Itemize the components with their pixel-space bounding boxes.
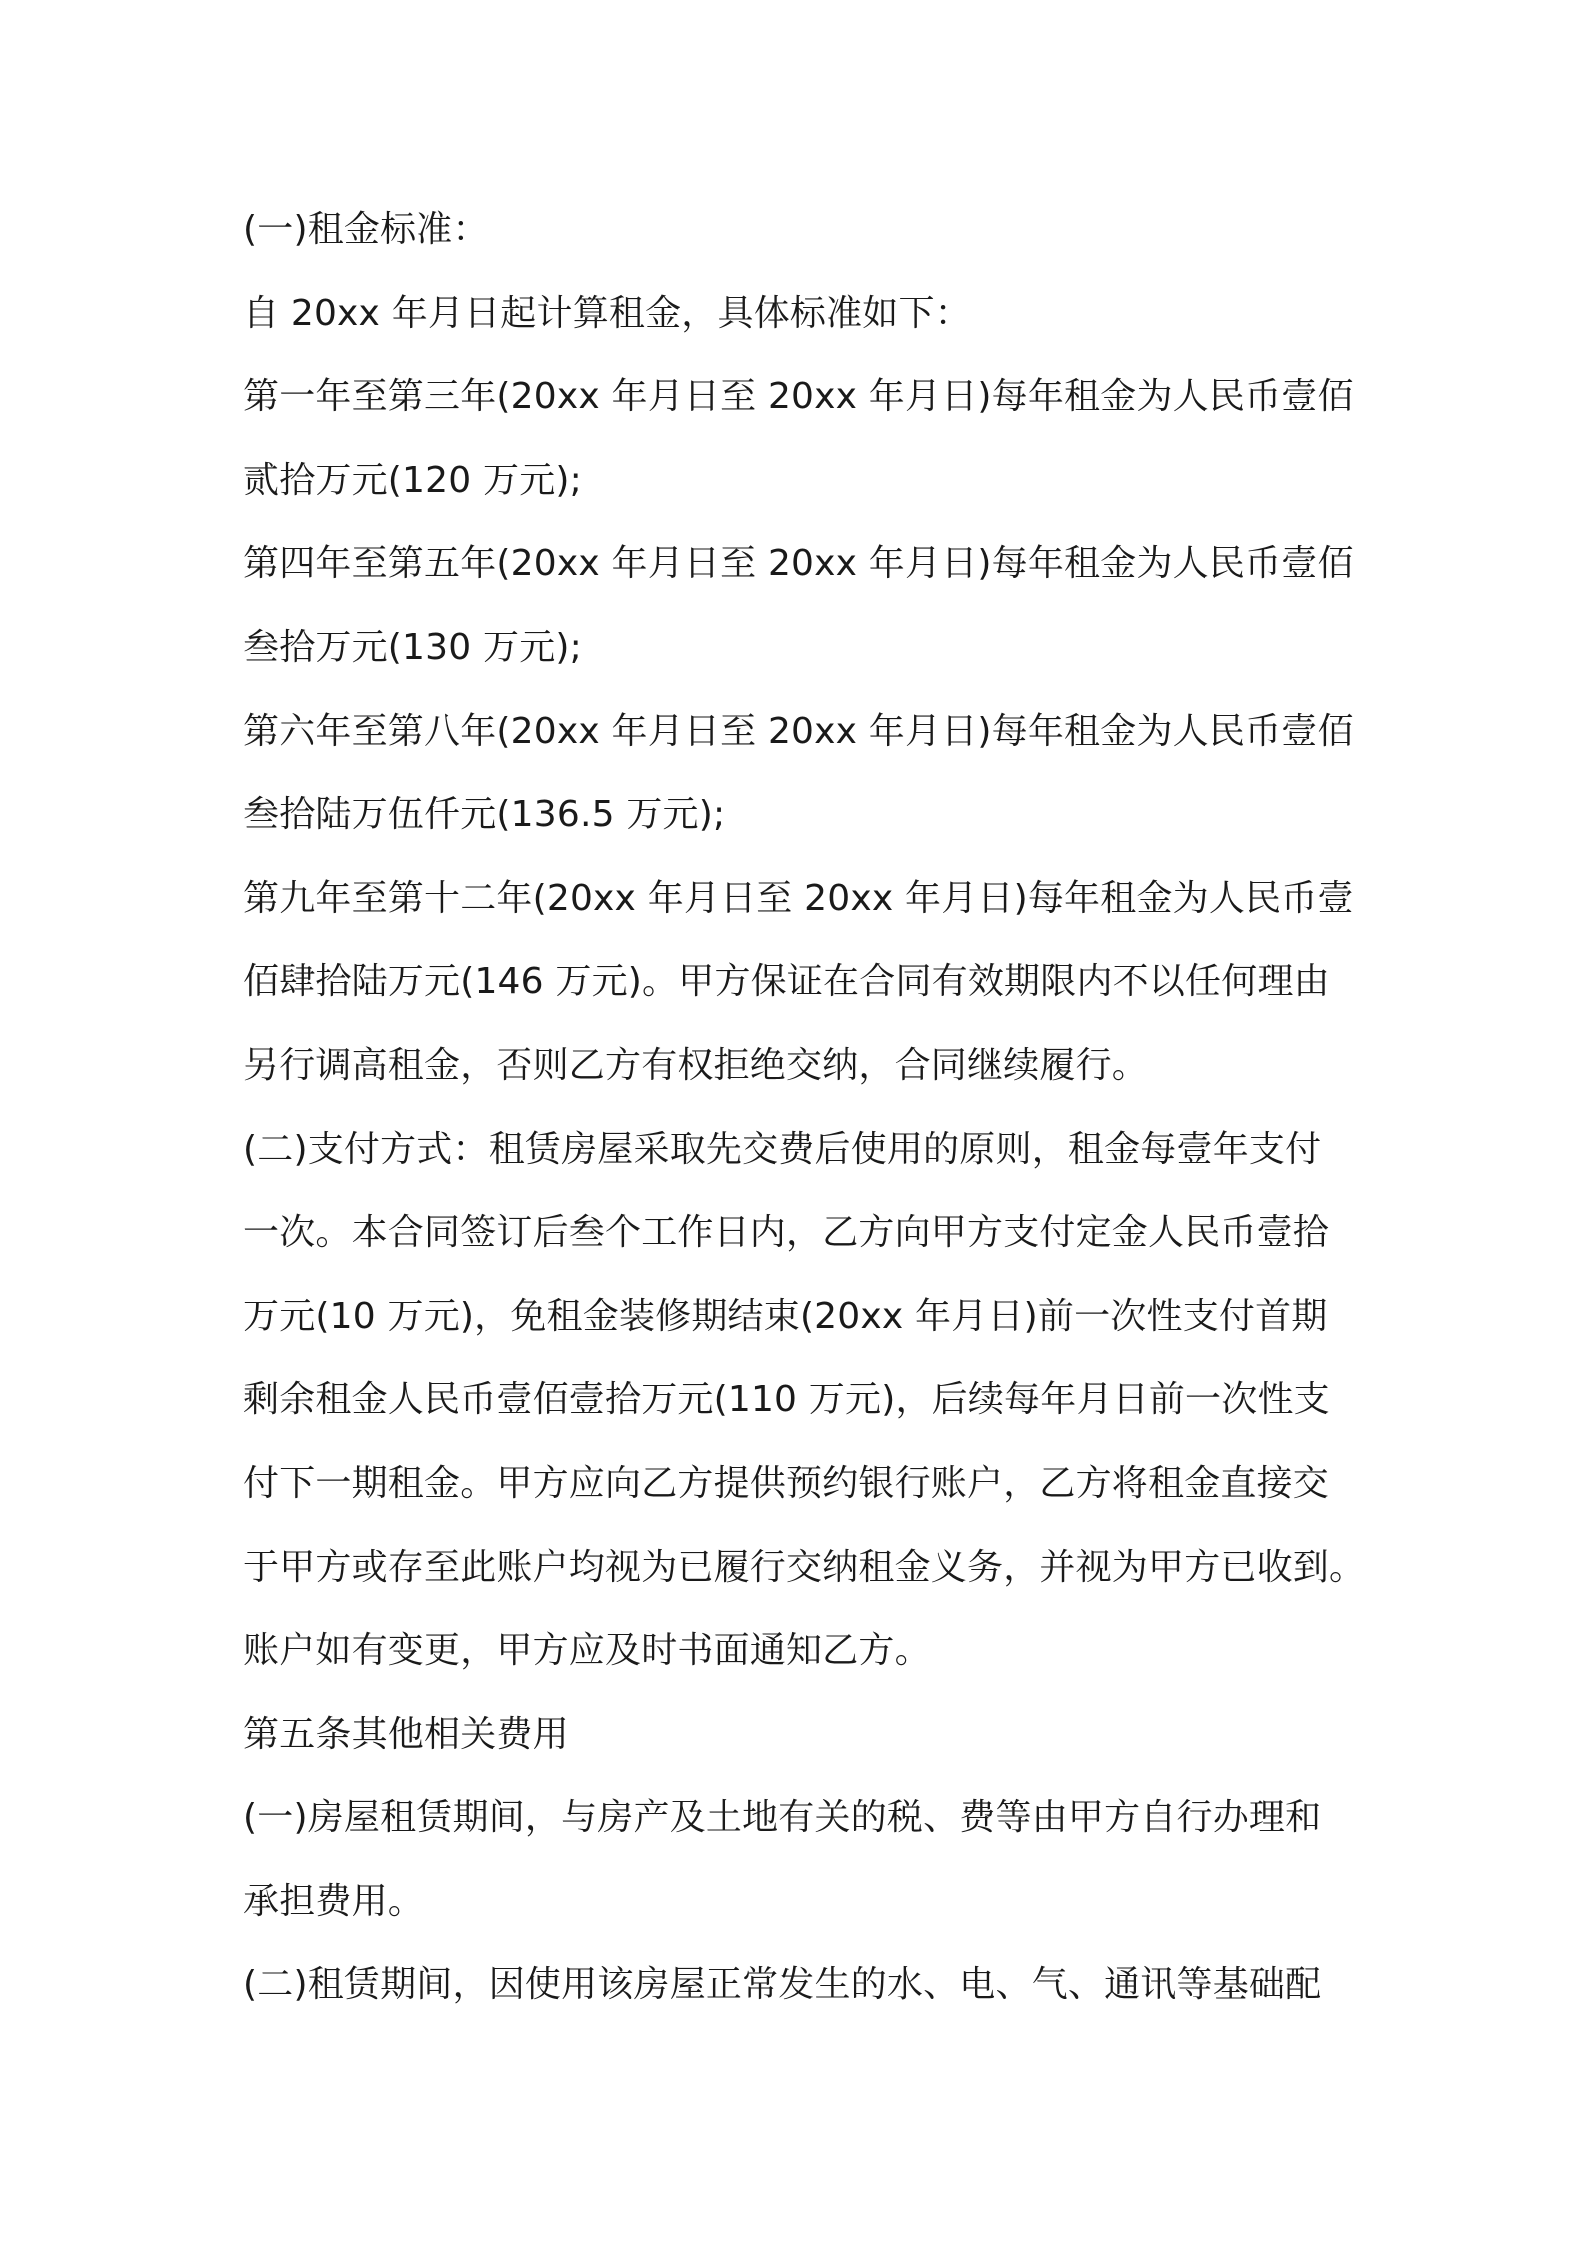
text-line: 佰肆拾陆万元(146 万元)。甲方保证在合同有效期限内不以任何理由 (243, 961, 1330, 1003)
text-line: 贰拾万元(120 万元); (243, 459, 582, 501)
text-line: 叁拾万元(130 万元); (243, 626, 582, 668)
document-body (243, 196, 1373, 2035)
text-line: 万元(10 万元)，免租金装修期结束(20xx 年月日)前一次性支付首期 (243, 1295, 1328, 1337)
text-line: 账户如有变更，甲方应及时书面通知乙方。 (243, 1630, 931, 1672)
text-line: 剩余租金人民币壹佰壹拾万元(110 万元)，后续每年月日前一次性支 (243, 1379, 1330, 1421)
text-line: (一)租金标准： (243, 209, 489, 250)
text-line: 第六年至第八年(20xx 年月日至 20xx 年月日)每年租金为人民币壹佰 (243, 710, 1354, 752)
text-line: 一次。本合同签订后叁个工作日内，乙方向甲方支付定金人民币壹拾 (243, 1212, 1330, 1254)
text-line: 承担费用。 (243, 1880, 425, 1922)
text-line: (二)租赁期间，因使用该房屋正常发生的水、电、气、通讯等基础配 (243, 1964, 1322, 2006)
text-line: 自 20xx 年月日起计算租金，具体标准如下： (243, 292, 971, 334)
text-line: 于甲方或存至此账户均视为已履行交纳租金义务，并视为甲方已收到。 (243, 1546, 1366, 1588)
section-heading: 第五条其他相关费用 (243, 1713, 569, 1755)
text-line: 第一年至第三年(20xx 年月日至 20xx 年月日)每年租金为人民币壹佰 (243, 376, 1354, 418)
text-line: (一)房屋租赁期间，与房产及土地有关的税、费等由甲方自行办理和 (243, 1797, 1322, 1839)
text-line: 第四年至第五年(20xx 年月日至 20xx 年月日)每年租金为人民币壹佰 (243, 543, 1354, 585)
text-line: (二)支付方式：租赁房屋采取先交费后使用的原则，租金每壹年支付 (243, 1128, 1322, 1170)
text-line: 另行调高租金，否则乙方有权拒绝交纳，合同继续履行。 (243, 1044, 1149, 1086)
text-line: 第九年至第十二年(20xx 年月日至 20xx 年月日)每年租金为人民币壹 (243, 877, 1354, 919)
text-line: 叁拾陆万伍仟元(136.5 万元); (243, 794, 726, 836)
text-line: 付下一期租金。甲方应向乙方提供预约银行账户，乙方将租金直接交 (243, 1462, 1330, 1504)
